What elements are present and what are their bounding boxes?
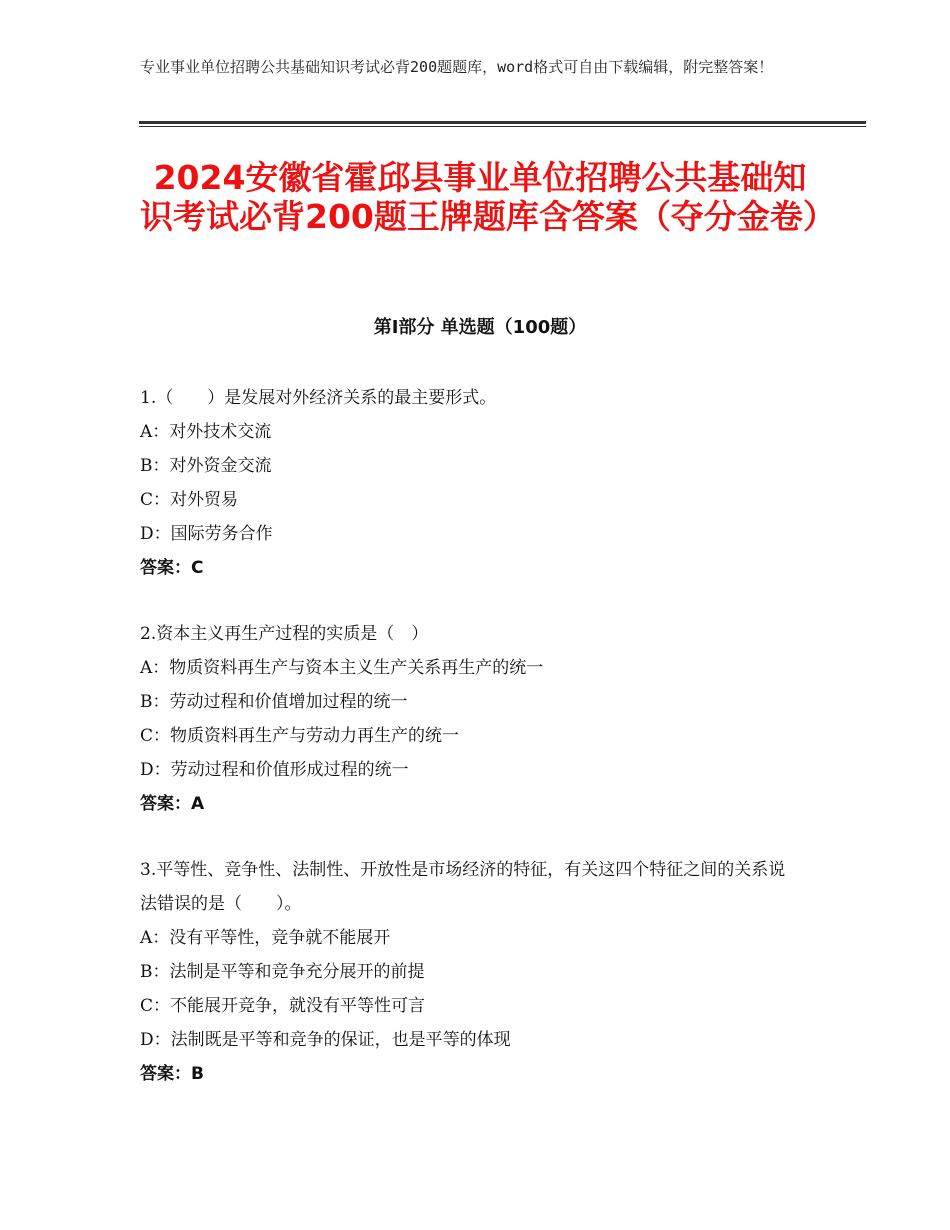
question-stem: 3.平等性、竞争性、法制性、开放性是市场经济的特征，有关这四个特征之间的关系说法错误的是（ ）。 — [140, 860, 786, 914]
option-b: B：对外资金交流 — [140, 456, 272, 476]
option-b: B：劳动过程和价值增加过程的统一 — [140, 692, 408, 712]
option-c: C：不能展开竞争，就没有平等性可言 — [140, 996, 426, 1016]
option-a: A：物质资料再生产与资本主义生产关系再生产的统一 — [140, 658, 544, 678]
answer-label: 答案：B — [140, 1064, 204, 1084]
question-item — [140, 617, 820, 821]
question-item — [140, 853, 820, 1091]
header-note: 专业事业单位招聘公共基础知识考试必背200题题库，word格式可自由下载编辑，附完整答案！ — [140, 58, 774, 76]
document-title: 2024安徽省霍邱县事业单位招聘公共基础知识考试必背200题王牌题库含答案（夺分金卷） — [140, 158, 836, 236]
question-list — [140, 381, 820, 1123]
section-title: 第Ⅰ部分 单选题（100题） — [373, 317, 587, 338]
option-b: B：法制是平等和竞争充分展开的前提 — [140, 962, 425, 982]
option-d: D：劳动过程和价值形成过程的统一 — [140, 760, 409, 780]
question-stem: 2.资本主义再生产过程的实质是（ ） — [140, 624, 429, 644]
header-rule-thick — [139, 121, 866, 124]
option-c: C：对外贸易 — [140, 490, 239, 510]
option-c: C：物质资料再生产与劳动力再生产的统一 — [140, 726, 460, 746]
option-a: A：没有平等性，竞争就不能展开 — [140, 928, 391, 948]
answer-label: 答案：C — [140, 558, 204, 578]
question-item — [140, 381, 820, 585]
question-stem: 1.（ ）是发展对外经济关系的最主要形式。 — [140, 388, 497, 408]
option-d: D：国际劳务合作 — [140, 524, 273, 544]
header-rule-thin — [139, 126, 866, 127]
option-d: D：法制既是平等和竞争的保证，也是平等的体现 — [140, 1030, 511, 1050]
option-a: A：对外技术交流 — [140, 422, 272, 442]
answer-label: 答案：A — [140, 794, 205, 814]
